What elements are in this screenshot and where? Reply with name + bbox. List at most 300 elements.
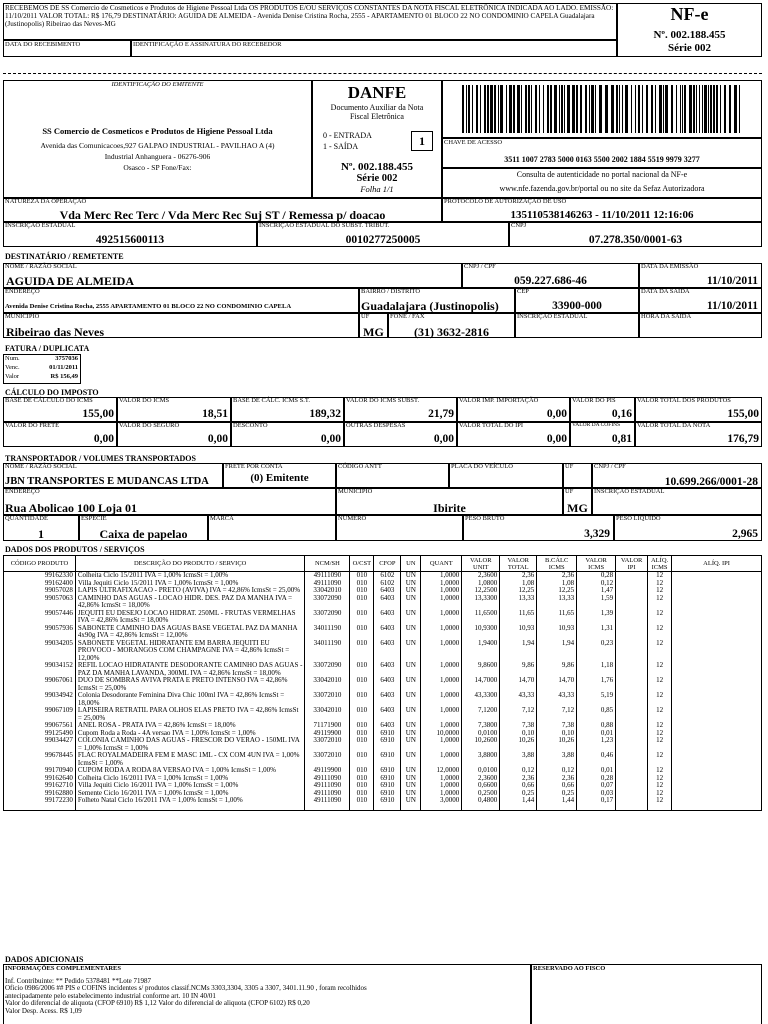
table-cell	[672, 580, 762, 588]
table-cell: 1,0000	[421, 595, 462, 610]
table-cell: COLONIA CAMINHO DAS AGUAS - FRESCOR DO VERAO - 150ML IVA = 1,00% IcmsSt = 1,00%	[75, 737, 305, 752]
table-cell: 7,12	[500, 707, 537, 722]
table-cell	[616, 767, 648, 775]
table-cell: 43,3300	[462, 692, 500, 707]
table-cell: 1,0000	[421, 572, 462, 580]
fatura-venc: 01/11/2011	[49, 364, 78, 371]
barcode-bar	[580, 85, 582, 133]
table-cell: 33072090	[305, 662, 350, 677]
barcode-bar	[498, 85, 499, 133]
table-cell	[616, 610, 648, 625]
imposto-row2-value-4: 0,00	[546, 433, 567, 445]
transp-placa-label: PLACA DO VEÍCULO	[451, 463, 513, 470]
table-cell: 12,25	[537, 587, 577, 595]
table-cell	[616, 797, 648, 805]
table-cell: 010	[350, 587, 374, 595]
danfe-saida: 1 - SAÍDA	[323, 142, 359, 151]
protocolo-valor: 135110538146263 - 11/10/2011 12:16:06	[510, 209, 694, 221]
table-cell	[75, 805, 305, 811]
table-cell: 010	[350, 572, 374, 580]
table-cell: 0,25	[500, 790, 537, 798]
table-cell: ANEL ROSA - PRATA IVA = 42,86% IcmsSt = 18,00%	[75, 722, 305, 730]
ie-valor: 492515600113	[95, 234, 165, 246]
imposto-row1-label-5: VALOR DO PIS	[572, 397, 616, 404]
table-cell	[616, 782, 648, 790]
table-cell: 6403	[374, 677, 401, 692]
dest-endereco-label: ENDEREÇO	[5, 288, 40, 295]
table-cell: 12	[648, 767, 672, 775]
table-cell: Colheita Ciclo 15/2011 IVA = 1,00% IcmsSt = 1,00%	[75, 572, 305, 580]
table-cell: 010	[350, 752, 374, 767]
dest-nome-label: NOME / RAZÃO SOCIAL	[5, 263, 77, 270]
produtos-header-cell: O/CST	[350, 556, 374, 572]
dest-cnpj: 059.227.686-46	[514, 275, 587, 287]
table-cell: 12	[648, 587, 672, 595]
table-cell: 1,0000	[421, 625, 462, 640]
barcode-bar	[539, 85, 540, 133]
dest-saida: 11/10/2011	[706, 300, 758, 312]
table-cell: UN	[401, 677, 421, 692]
table-cell: 34011190	[305, 625, 350, 640]
barcode-bar	[525, 85, 527, 133]
table-cell: 99067061	[4, 677, 76, 692]
assinatura-label: IDENTIFICAÇÃO E ASSINATURA DO RECEBEDOR	[133, 41, 282, 48]
table-cell: 14,70	[537, 677, 577, 692]
table-cell: 5,19	[577, 692, 616, 707]
table-cell: 1,0000	[421, 722, 462, 730]
barcode-bar	[616, 85, 618, 133]
barcode-bar	[671, 85, 673, 133]
barcode-bar	[702, 85, 703, 133]
table-cell	[616, 752, 648, 767]
table-cell: 99034427	[4, 737, 76, 752]
imposto-row2-value-6: 176,79	[727, 433, 759, 445]
table-cell: 1,59	[577, 595, 616, 610]
table-cell	[616, 722, 648, 730]
table-cell: 1,0000	[421, 610, 462, 625]
table-cell: 3,88	[537, 752, 577, 767]
transp-qtd-label: QUANTIDADE	[5, 515, 48, 522]
table-cell	[350, 805, 374, 811]
table-cell: 12	[648, 640, 672, 663]
barcode-bar	[625, 85, 628, 133]
table-cell	[616, 580, 648, 588]
table-cell	[672, 790, 762, 798]
table-cell	[672, 737, 762, 752]
table-row	[4, 595, 762, 610]
danfe-sub-2: Fiscal Eletrônica	[350, 112, 404, 121]
transp-ie-label: INSCRIÇÃO ESTADUAL	[594, 488, 665, 495]
table-row	[4, 797, 762, 805]
barcode-bar	[576, 85, 578, 133]
table-cell: 12	[648, 662, 672, 677]
table-cell: 1,0000	[421, 692, 462, 707]
barcode-bar	[696, 85, 697, 133]
barcode-bar	[655, 85, 656, 133]
table-cell: 33072010	[305, 737, 350, 752]
table-cell: 71171900	[305, 722, 350, 730]
table-cell: 33042010	[305, 677, 350, 692]
table-cell: 13,33	[500, 595, 537, 610]
imposto-row1-value-6: 155,00	[727, 408, 759, 420]
barcode-bar	[554, 85, 557, 133]
reservado-fisco-label: RESERVADO AO FISCO	[533, 965, 606, 972]
table-cell: REFIL LOCAO HIDRATANTE DESODORANTE CAMINHO DAS AGUAS - PAZ DA MANHA LAVANDA, 300ML IVA = 42,86% IcmsSt = 18,00%	[75, 662, 305, 677]
table-cell	[672, 722, 762, 730]
table-cell: 1,18	[577, 662, 616, 677]
produtos-header-cell: B.CÁLC ICMS	[537, 556, 577, 572]
imposto-row2-label-4: VALOR TOTAL DO IPI	[459, 422, 524, 429]
table-row	[4, 692, 762, 707]
table-cell: 11,65	[500, 610, 537, 625]
dest-cep: 33900-000	[552, 300, 602, 312]
barcode-bar	[611, 85, 614, 133]
table-cell: 1,76	[577, 677, 616, 692]
table-cell: 99162400	[4, 580, 76, 588]
table-cell: 1,0000	[421, 737, 462, 752]
barcode-bar	[682, 85, 683, 133]
table-cell: 2,3600	[462, 572, 500, 580]
imposto-row1-value-0: 155,00	[82, 408, 114, 420]
iest-label: INSCRIÇÃO ESTADUAL DO SUBST. TRIBUT.	[259, 222, 390, 229]
barcode-bar	[567, 85, 570, 133]
nfe-title: NF-e	[670, 4, 709, 24]
produtos-table	[3, 555, 762, 811]
table-cell: 13,3300	[462, 595, 500, 610]
table-cell: 1,0000	[421, 782, 462, 790]
table-cell: 33072010	[305, 692, 350, 707]
produtos-header-cell: VALOR IPI	[616, 556, 648, 572]
table-cell: 49111090	[305, 790, 350, 798]
table-cell: 1,44	[500, 797, 537, 805]
table-cell	[672, 805, 762, 811]
dest-saida-label: DATA DA SAÍDA	[641, 288, 690, 295]
danfe-tipo: 1	[411, 131, 433, 151]
table-cell: 33072010	[305, 752, 350, 767]
consulta-2: www.nfe.fazenda.gov.br/portal ou no site da Sefaz Autorizadora	[499, 184, 705, 193]
table-cell: UN	[401, 767, 421, 775]
table-cell: 0,07	[577, 782, 616, 790]
emitente-label: IDENTIFICAÇÃO DO EMITENTE	[111, 81, 204, 88]
barcode-bar	[564, 85, 565, 133]
table-cell: 3,88	[500, 752, 537, 767]
table-cell: 1,0000	[421, 640, 462, 663]
table-cell: 010	[350, 662, 374, 677]
table-cell: 99067109	[4, 707, 76, 722]
produtos-header-cell: QUANT	[421, 556, 462, 572]
table-cell: UN	[401, 775, 421, 783]
barcode-bar	[693, 85, 695, 133]
table-cell: 6403	[374, 692, 401, 707]
table-cell: 10,0000	[421, 730, 462, 738]
produtos-header-cell: ALÍQ. IPI	[672, 556, 762, 572]
table-cell: 12	[648, 625, 672, 640]
nfe-serie: Série 002	[667, 42, 712, 54]
destinatario-section: DESTINATÁRIO / REMETENTE	[5, 252, 124, 261]
table-cell: 7,3800	[462, 722, 500, 730]
table-cell: 1,08	[537, 580, 577, 588]
table-cell	[616, 625, 648, 640]
barcode-bar	[710, 85, 712, 133]
produtos-header-cell: DESCRIÇÃO DO PRODUTO / SERVIÇO	[75, 556, 305, 572]
fatura-venc-label: Venc.	[5, 364, 20, 371]
info-line: Valor Desp. Acess. R$ 1,09	[5, 1006, 82, 1015]
transp-pb: 3,329	[584, 528, 610, 540]
table-cell: 33042010	[305, 587, 350, 595]
table-cell: 010	[350, 730, 374, 738]
natureza-valor: Vda Merc Rec Terc / Vda Merc Rec Suj ST / Remessa p/ doacao	[59, 208, 386, 222]
transp-end-label: ENDEREÇO	[5, 488, 40, 495]
table-cell: SABONETE VEGETAL HIDRATANTE EM BARRA JEQUITI EU PROVOCO - MORANGOS COM CHAMPAGNE IVA = 42,86% IcmsSt = 12,00%	[75, 640, 305, 663]
table-cell: 7,1200	[462, 707, 500, 722]
transp-uf2-label: UF	[565, 488, 574, 495]
imposto-row2-label-0: VALOR DO FRETE	[5, 422, 60, 429]
table-cell	[616, 587, 648, 595]
table-cell: 43,33	[500, 692, 537, 707]
iest-valor: 0010277250005	[345, 234, 421, 246]
table-cell	[672, 677, 762, 692]
dest-hora-label: HORA DA SAÍDA	[641, 313, 692, 320]
barcode-bar	[494, 85, 496, 133]
table-cell: 010	[350, 782, 374, 790]
imposto-row1-value-3: 21,79	[428, 408, 454, 420]
table-cell: 2,36	[537, 572, 577, 580]
danfe-numero: Nº. 002.188.455	[340, 161, 414, 173]
table-cell: 49111090	[305, 572, 350, 580]
table-cell: 99162640	[4, 775, 76, 783]
info-line: Valor do diferencial de aliquota (CFOP 6910) R$ 1,12 Valor do diferencial de aliquota (CFOP 6102) R$ 0,20	[5, 999, 310, 1008]
transp-qtd: 1	[38, 527, 44, 541]
barcode-bar	[472, 85, 473, 133]
table-cell	[500, 805, 537, 811]
table-cell: 2,3600	[462, 775, 500, 783]
table-cell	[672, 797, 762, 805]
table-cell: 010	[350, 737, 374, 752]
table-cell: 6403	[374, 707, 401, 722]
barcode-bar	[547, 85, 549, 133]
table-cell: 010	[350, 595, 374, 610]
table-cell	[672, 707, 762, 722]
table-cell: UN	[401, 707, 421, 722]
table-cell: JEQUITI EU DESEJO LOCAO HIDRAT. 250ML - FRUTAS VERMELHAS IVA = 42,86% IcmsSt = 18,00%	[75, 610, 305, 625]
table-cell	[616, 640, 648, 663]
table-cell: 0,10	[537, 730, 577, 738]
barcode-bar	[521, 85, 522, 133]
table-cell: 010	[350, 707, 374, 722]
fatura-valor: R$ 156,49	[50, 373, 78, 380]
barcode-bar	[631, 85, 632, 133]
table-cell: 99034205	[4, 640, 76, 663]
table-cell: 49111090	[305, 782, 350, 790]
table-cell: 99125490	[4, 730, 76, 738]
dest-ie-label: INSCRIÇÃO ESTADUAL	[517, 313, 588, 320]
dest-municipio: Ribeirao das Neves	[6, 325, 104, 339]
table-cell	[648, 805, 672, 811]
imposto-row1-label-4: VALOR IMP. IMPORTAÇÃO	[459, 397, 539, 404]
barcode-bar	[684, 85, 686, 133]
table-cell: 99057028	[4, 587, 76, 595]
table-cell: 13,33	[537, 595, 577, 610]
table-cell: 010	[350, 580, 374, 588]
table-cell: CAMINHO DAS AGUAS - LOCAO HIDR. DES. PAZ DA MANHA IVA = 42,86% IcmsSt = 18,00%	[75, 595, 305, 610]
table-cell: UN	[401, 722, 421, 730]
barcode-bar	[506, 85, 507, 133]
dest-municipio-label: MUNICÍPIO	[5, 313, 40, 320]
table-cell: 10,26	[537, 737, 577, 752]
transp-antt-label: CÓDIGO ANTT	[338, 463, 382, 470]
protocolo-label: PROTOCOLO DE AUTORIZAÇÃO DE USO	[444, 198, 567, 205]
dest-emissao: 11/10/2011	[706, 275, 758, 287]
barcode-bar	[713, 85, 715, 133]
barcode-bar	[619, 85, 620, 133]
imposto-row1-label-6: VALOR TOTAL DOS PRODUTOS	[637, 397, 731, 404]
emitente-endereco-2: Industrial Anhanguera - 06276-906	[104, 152, 211, 161]
transp-marca-label: MARCA	[210, 515, 234, 522]
table-row	[4, 610, 762, 625]
table-cell: 010	[350, 692, 374, 707]
transp-nome-label: NOME / RAZÃO SOCIAL	[5, 463, 77, 470]
table-cell: UN	[401, 790, 421, 798]
table-cell: 0,4800	[462, 797, 500, 805]
table-cell	[672, 782, 762, 790]
transp-pb-label: PESO BRUTO	[465, 515, 505, 522]
table-cell: 0,01	[577, 730, 616, 738]
barcode-bar	[500, 85, 503, 133]
table-cell: 10,2600	[462, 737, 500, 752]
barcode-bar	[559, 85, 560, 133]
barcode-bar	[585, 85, 587, 133]
table-cell	[672, 610, 762, 625]
table-cell: 1,0000	[421, 580, 462, 588]
table-cell: UN	[401, 797, 421, 805]
info-line: Inf. Contribuinte: ** Pedido 5378481 **Lote 71987	[5, 977, 152, 985]
consulta-1: Consulta de autenticidade no portal nacional da NF-e	[516, 170, 688, 179]
fatura-section: FATURA / DUPLICATA	[5, 344, 90, 353]
table-cell: 49111090	[305, 775, 350, 783]
table-cell: 1,44	[537, 797, 577, 805]
table-cell	[616, 572, 648, 580]
barcode-bar	[466, 85, 467, 133]
table-cell: 1,08	[500, 580, 537, 588]
table-cell	[616, 677, 648, 692]
imposto-row1-label-2: BASE DE CÁLC. ICMS S.T.	[233, 397, 310, 404]
table-row	[4, 707, 762, 722]
barcode-bar	[680, 85, 681, 133]
dest-nome: AGUIDA DE ALMEIDA	[6, 274, 135, 288]
table-cell: 9,86	[500, 662, 537, 677]
table-cell: UN	[401, 692, 421, 707]
produtos-header-cell: ALÍQ. ICMS	[648, 556, 672, 572]
imposto-row1-label-1: VALOR DO ICMS	[119, 397, 170, 404]
table-cell: 1,0000	[421, 587, 462, 595]
table-cell: UN	[401, 730, 421, 738]
nfe-numero: Nº. 002.188.455	[653, 29, 726, 41]
barcode-bar	[646, 85, 648, 133]
produtos-header-cell: UN	[401, 556, 421, 572]
table-cell: 0,12	[577, 580, 616, 588]
table-cell	[616, 707, 648, 722]
natureza-label: NATUREZA DA OPERAÇÃO	[5, 198, 87, 205]
table-cell	[616, 595, 648, 610]
barcode-bar	[605, 85, 608, 133]
barcode-bar	[490, 85, 493, 133]
barcode-bar	[531, 85, 532, 133]
table-cell: 010	[350, 722, 374, 730]
table-cell: 12,25	[500, 587, 537, 595]
table-cell: 49111090	[305, 580, 350, 588]
produtos-header-cell: CFOP	[374, 556, 401, 572]
transp-pl: 2,965	[732, 528, 758, 540]
table-cell: 99678445	[4, 752, 76, 767]
table-cell: Colheita Ciclo 16/2011 IVA = 1,00% IcmsSt = 1,00%	[75, 775, 305, 783]
table-cell: 1,94	[500, 640, 537, 663]
imposto-row2-value-3: 0,00	[433, 433, 454, 445]
transp-frete-label: FRETE POR CONTA	[225, 463, 283, 470]
table-cell: 6403	[374, 610, 401, 625]
barcode-bar	[462, 85, 464, 133]
imposto-row1-value-4: 0,00	[546, 408, 567, 420]
table-cell: 12	[648, 572, 672, 580]
table-cell: DUO DE SOMBRAS AVIVA PRATA E PRETO INTENSO IVA = 42,86% IcmsSt = 25,00%	[75, 677, 305, 692]
info-complementares-text	[5, 978, 529, 1015]
table-cell: 99067561	[4, 722, 76, 730]
table-cell: 12	[648, 707, 672, 722]
transp-especie: Caixa de papelao	[99, 527, 188, 541]
imposto-row1-value-1: 18,51	[202, 408, 228, 420]
table-cell: 6910	[374, 790, 401, 798]
dest-uf-label: UF	[361, 313, 370, 320]
table-cell: UN	[401, 595, 421, 610]
barcode-bar	[651, 85, 653, 133]
table-cell: 99170940	[4, 767, 76, 775]
transp-nome: JBN TRANSPORTES E MUDANCAS LTDA	[5, 476, 209, 487]
table-cell: 49111090	[305, 797, 350, 805]
table-cell: 7,38	[500, 722, 537, 730]
table-cell: 0,28	[577, 775, 616, 783]
table-cell: 0,01	[577, 767, 616, 775]
barcode-bar	[476, 85, 478, 133]
table-cell: 3,8800	[462, 752, 500, 767]
table-cell: UN	[401, 662, 421, 677]
barcode-bar	[517, 85, 520, 133]
imposto-row2-value-0: 0,00	[93, 433, 114, 445]
imposto-row2-label-2: DESCONTO	[233, 422, 268, 429]
table-cell: 99162330	[4, 572, 76, 580]
table-cell: 1,0800	[462, 580, 500, 588]
table-cell: 7,38	[537, 722, 577, 730]
info-line: antecipadamente pelo estabelecimento industrial conforme art. 10 IN 40/01	[5, 991, 216, 1000]
produtos-header-cell: NCM/SH	[305, 556, 350, 572]
table-cell: 12	[648, 722, 672, 730]
barcode-bar	[480, 85, 481, 133]
produtos-header-cell: VALOR UNIT	[462, 556, 500, 572]
barcode-bar	[734, 85, 737, 133]
imposto-row1-label-0: BASE DE CÁLCULO DO ICMS	[5, 397, 93, 404]
imposto-row1-label-3: VALOR DO ICMS SUBST.	[346, 397, 420, 404]
table-cell: 0,85	[577, 707, 616, 722]
table-cell: 6403	[374, 595, 401, 610]
table-cell: 34011190	[305, 640, 350, 663]
table-cell: 6910	[374, 782, 401, 790]
table-cell	[537, 805, 577, 811]
table-cell: 12	[648, 580, 672, 588]
table-cell: 99162710	[4, 782, 76, 790]
table-cell: 0,10	[500, 730, 537, 738]
table-cell: 14,70	[500, 677, 537, 692]
table-row	[4, 662, 762, 677]
table-cell: 0,88	[577, 722, 616, 730]
table-cell: 2,36	[500, 572, 537, 580]
